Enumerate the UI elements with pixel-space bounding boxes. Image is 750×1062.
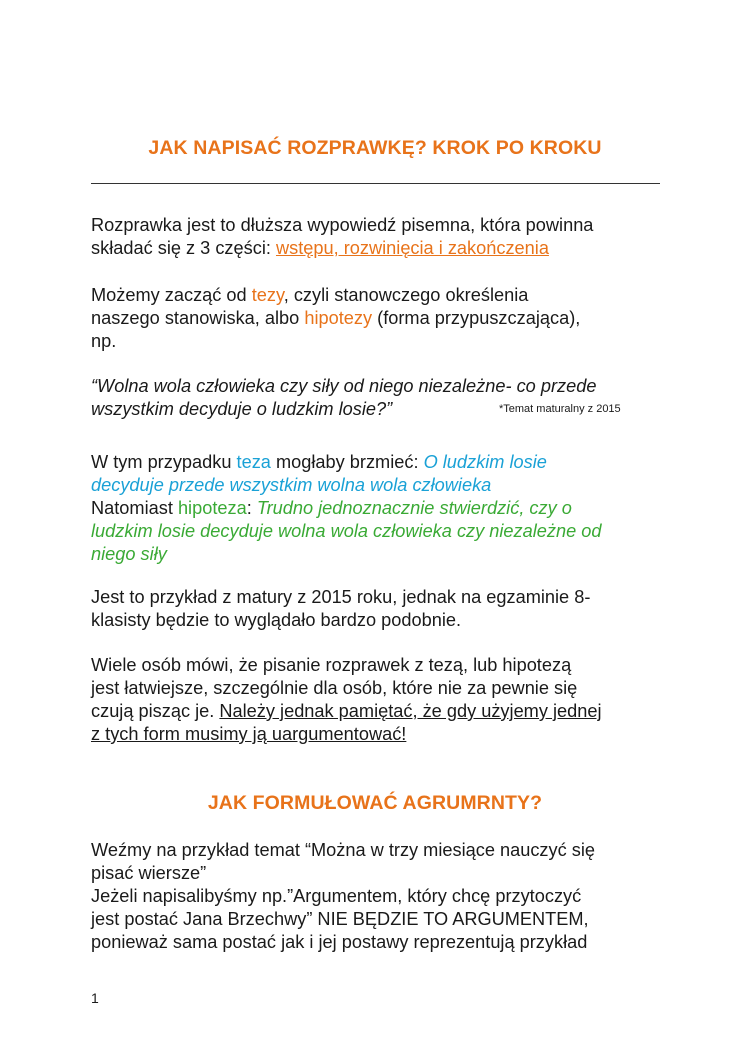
essay-parts-highlight: wstępu, rozwinięcia i zakończenia [275,238,549,258]
hipoteza-keyword: hipotezy [304,308,373,328]
start-text-4: (forma przypuszczająca), [372,308,581,328]
matura-line-2: klasisty będzie to wyglądało bardzo podobnie. [91,610,462,630]
arguments-paragraph [91,839,691,954]
section-subtitle: JAK FORMUŁOWAĆ AGRUMRNTY? [207,792,543,814]
example-line-1 [91,451,691,474]
hipoteza-example-1: Trudno jednoznacznie stwierdzić, czy o [256,498,572,518]
hipoteza-example-3: niego siły [91,544,167,564]
example-line-3 [91,497,691,520]
example-text-2: mogłaby brzmieć: [270,452,424,472]
intro-line-1: Rozprawka jest to dłuższa wypowiedź pisemna, która powinna [91,215,594,235]
title-divider [91,183,660,184]
many-paragraph [91,654,691,746]
quote-line-1: “Wolna wola człowieka czy siły od niego niezależne- co przede [91,376,597,396]
intro-line-2 [91,237,691,260]
example-teza-word: teza [236,452,271,472]
teza-keyword: tezy [251,285,284,305]
many-text-3: czują pisząc je. [91,701,220,721]
intro-line-2-text: składać się z 3 części: [91,238,276,258]
example-hipoteza-word: hipoteza [177,498,247,518]
warning-underlined-1: Należy jednak pamiętać, że gdy użyjemy jednej [219,701,602,721]
args-line-2: pisać wiersze” [91,863,207,883]
start-text-3: naszego stanowiska, albo [91,308,305,328]
matura-paragraph [91,586,691,632]
start-text-2: , czyli stanowczego określenia [283,285,529,305]
example-paragraph [91,451,691,566]
start-line-2 [91,307,691,330]
start-paragraph [91,284,691,353]
example-text-1: W tym przypadku [91,452,237,472]
teza-example-1: O ludzkim losie [423,452,547,472]
quote-footnote: *Temat maturalny z 2015 [499,403,621,415]
start-line-3: np. [91,331,117,351]
args-line-4: jest postać Jana Brzechwy” NIE BĘDZIE TO ARGUMENTEM, [91,909,589,929]
start-text-1: Możemy zacząć od [91,285,252,305]
colon-text: : [246,498,257,518]
args-line-3: Jeżeli napisalibyśmy np.”Argumentem, który chcę przytoczyć [91,886,582,906]
page-number: 1 [91,990,99,1006]
intro-paragraph [91,214,691,260]
natomiast-text: Natomiast [91,498,178,518]
many-line-3 [91,700,691,723]
hipoteza-example-2: ludzkim losie decyduje wolna wola człowieka czy niezależne od [91,521,602,541]
quote-line-2: wszystkim decyduje o ludzkim losie?” [91,399,393,419]
teza-example-2: decyduje przede wszystkim wolna wola człowieka [91,475,492,495]
page-title: JAK NAPISAĆ ROZPRAWKĘ? KROK PO KROKU [148,137,602,159]
warning-underlined-2: z tych form musimy ją uargumentować! [91,724,407,744]
args-line-1: Weźmy na przykład temat “Można w trzy miesiące nauczyć się [91,840,596,860]
start-line-1 [91,284,691,307]
many-line-1: Wiele osób mówi, że pisanie rozprawek z tezą, lub hipotezą [91,655,572,675]
matura-line-1: Jest to przykład z matury z 2015 roku, jednak na egzaminie 8- [91,587,591,607]
args-line-5: ponieważ sama postać jak i jej postawy reprezentują przykład [91,932,588,952]
many-line-2: jest łatwiejsze, szczególnie dla osób, które nie za pewnie się [91,678,578,698]
